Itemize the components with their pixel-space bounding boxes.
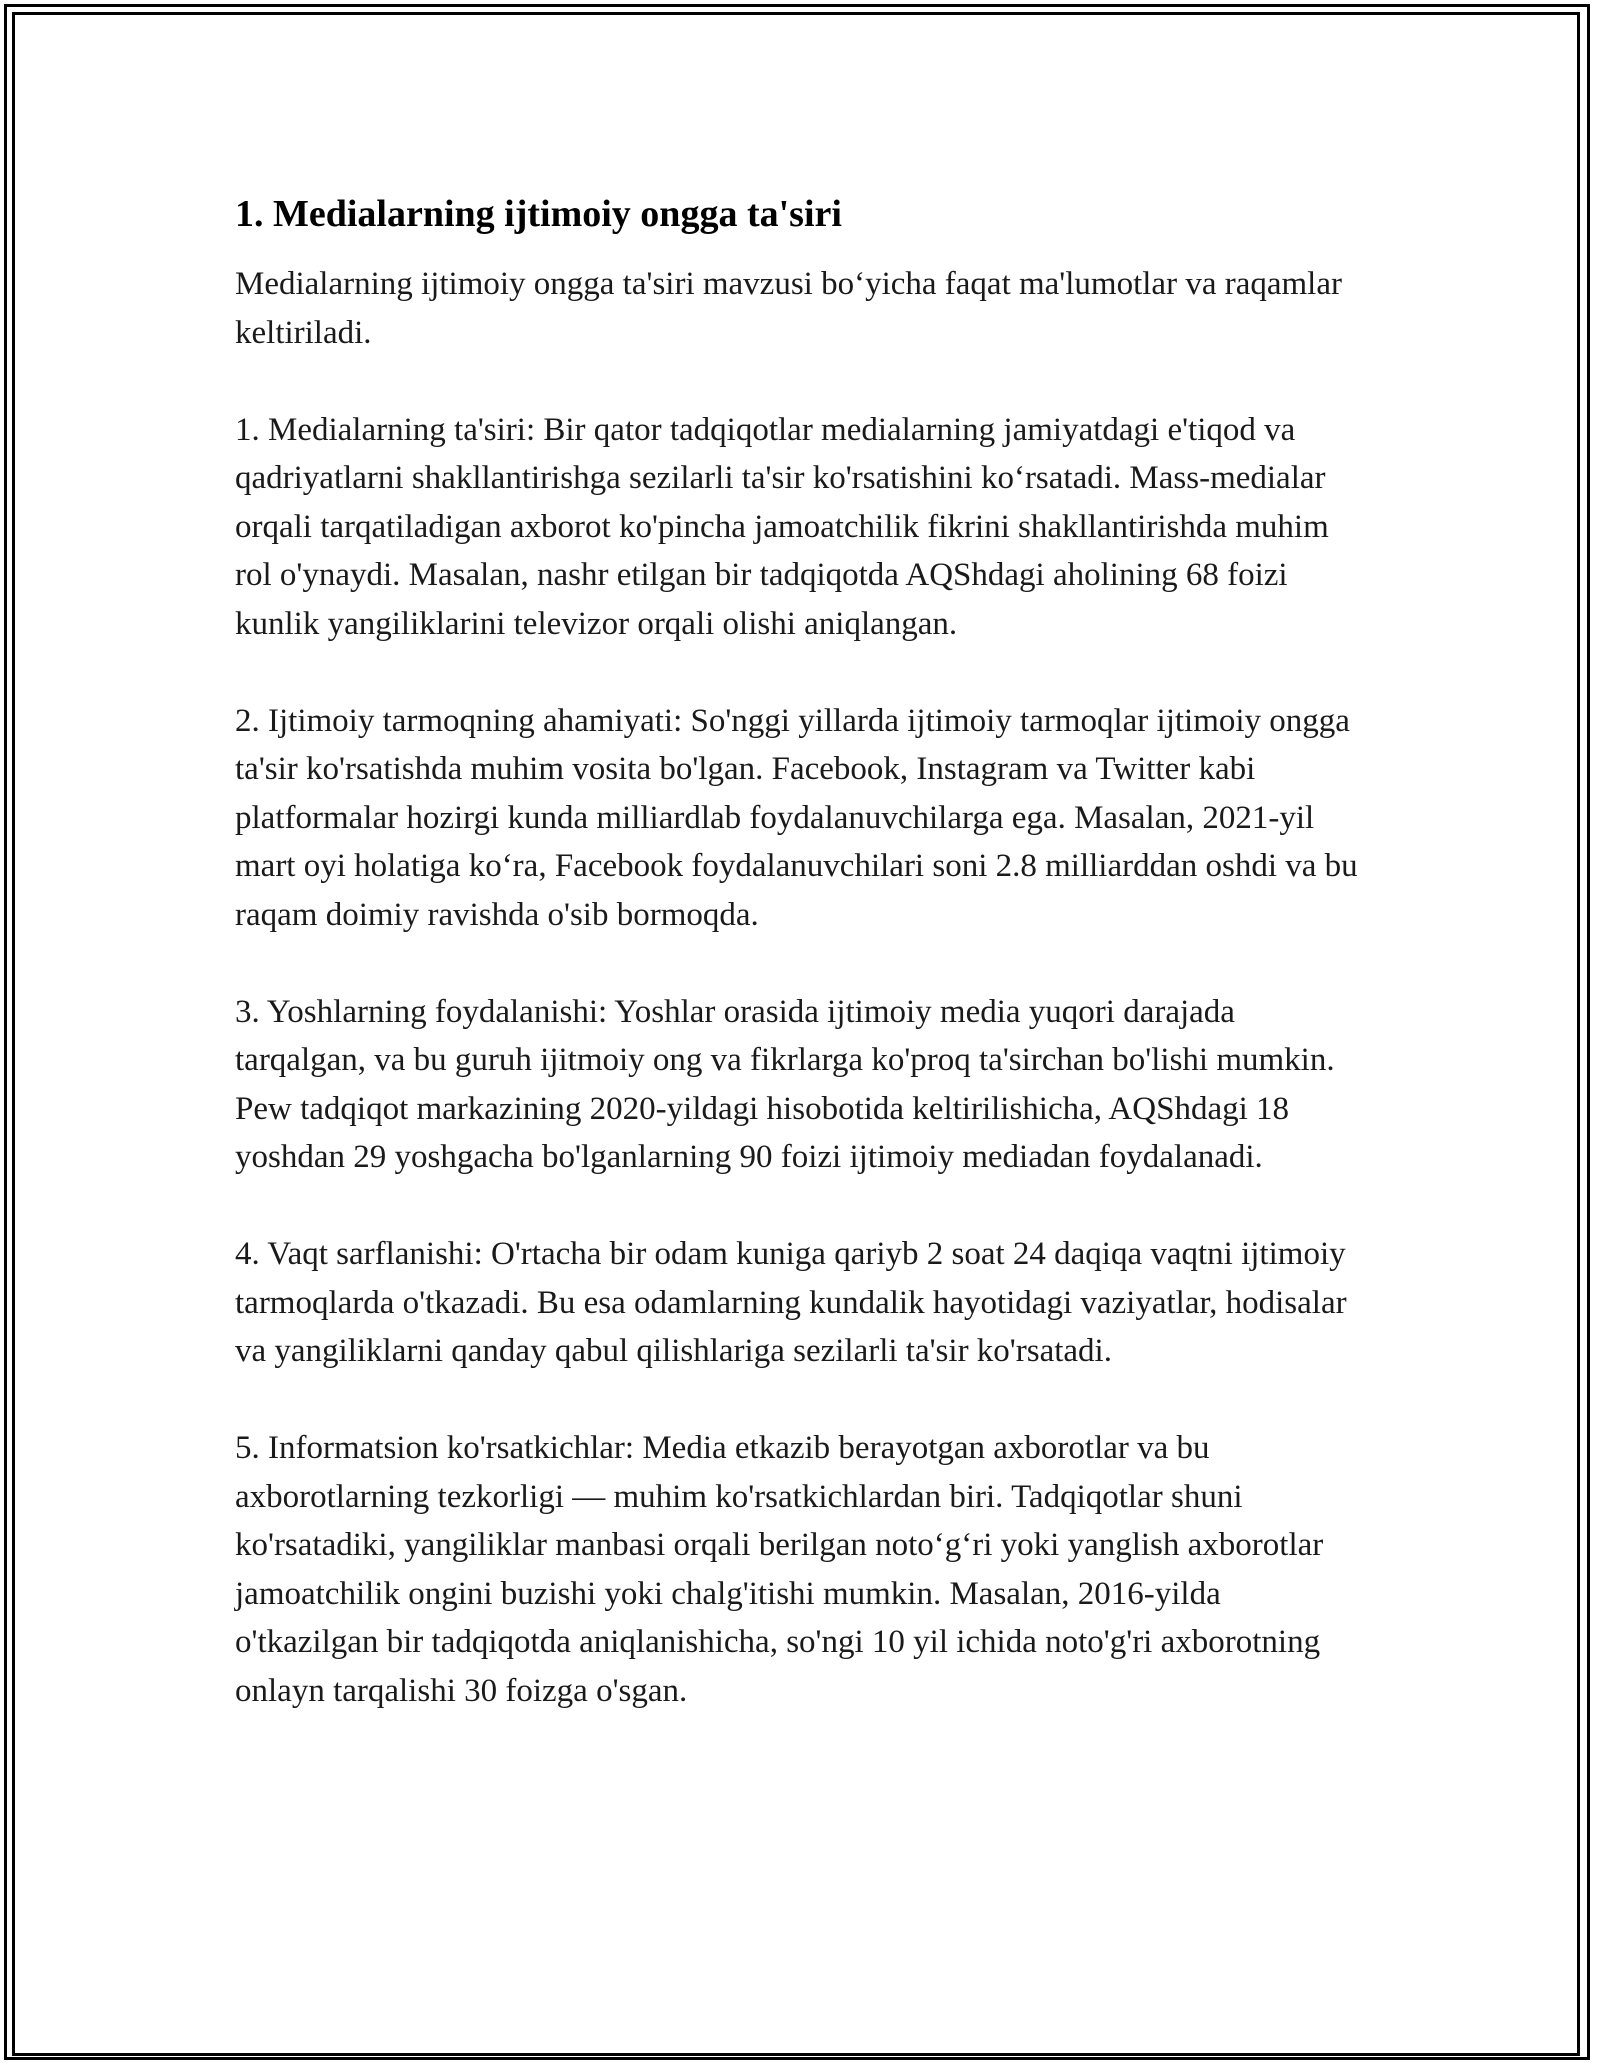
paragraph-time-spent: 4. Vaqt sarflanishi: O'rtacha bir odam kuniga qariyb 2 soat 24 daqiqa vaqtni ijtimoiy tarmoqlarda o'tkazadi. Bu esa odamlarning kundalik hayotidagi vaziyatlar, hodisalar va yangiliklarni qanday qabul qilishlariga sezilarli ta'sir ko'rsatadi. (235, 1236, 1347, 1369)
paragraph-youth-usage: 3. Yoshlarning foydalanishi: Yoshlar orasida ijtimoiy media yuqori darajada tarqalgan, va bu guruh ijitmoiy ong va fikrlarga ko'proq ta'sirchan bo'lishi mumkin. Pew tadqiqot markazining 2020-yildagi hisobotida keltirilishicha, AQShdagi 18 yoshdan 29 yoshgacha bo'lganlarning 90 foizi ijtimoiy mediadan foydalanadi. (235, 993, 1335, 1175)
paragraph-media-influence: 1. Medialarning ta'siri: Bir qator tadqiqotlar medialarning jamiyatdagi e'tiqod va qadriyatlarni shakllantirishga sezilarli ta'sir ko'rsatishini ko‘rsatadi. Mass-medialar orqali tarqatiladigan axborot ko'pincha jamoatchilik fikrini shakllantirishda muhim rol o'ynaydi. Masalan, nashr etilgan bir tadqiqotda AQShdagi aholining 68 foizi kunlik yangiliklarini televizor orqali olishi aniqlangan. (235, 411, 1329, 642)
page-title: 1. Medialarning ijtimoiy ongga ta'siri (235, 193, 842, 235)
document-page (235, 188, 1370, 1764)
intro-paragraph: Medialarning ijtimoiy ongga ta'siri mavzusi bo‘yicha faqat ma'lumotlar va raqamlar keltiriladi. (235, 266, 1342, 351)
paragraph-social-networks: 2. Ijtimoiy tarmoqning ahamiyati: So'nggi yillarda ijtimoiy tarmoqlar ijtimoiy ongga ta'sir ko'rsatishda muhim vosita bo'lgan. Facebook, Instagram va Twitter kabi platformalar hozirgi kunda milliardlab foydalanuvchilarga ega. Masalan, 2021-yil mart oyi holatiga ko‘ra, Facebook foydalanuvchilari soni 2.8 milliarddan oshdi va bu raqam doimiy ravishda o'sib bormoqda. (235, 702, 1358, 933)
paragraph-information-indicators: 5. Informatsion ko'rsatkichlar: Media etkazib berayotgan axborotlar va bu axborotlarning tezkorligi — muhim ko'rsatkichlardan biri. Tadqiqotlar shuni ko'rsatadiki, yangiliklar manbasi orqali berilgan noto‘g‘ri yoki yanglish axborotlar jamoatchilik ongini buzishi yoki chalg'itishi mumkin. Masalan, 2016-yilda o'tkazilgan bir tadqiqotda aniqlanishicha, so'ngi 10 yil ichida noto'g'ri axborotning onlayn tarqalishi 30 foizga o'sgan. (235, 1430, 1324, 1709)
